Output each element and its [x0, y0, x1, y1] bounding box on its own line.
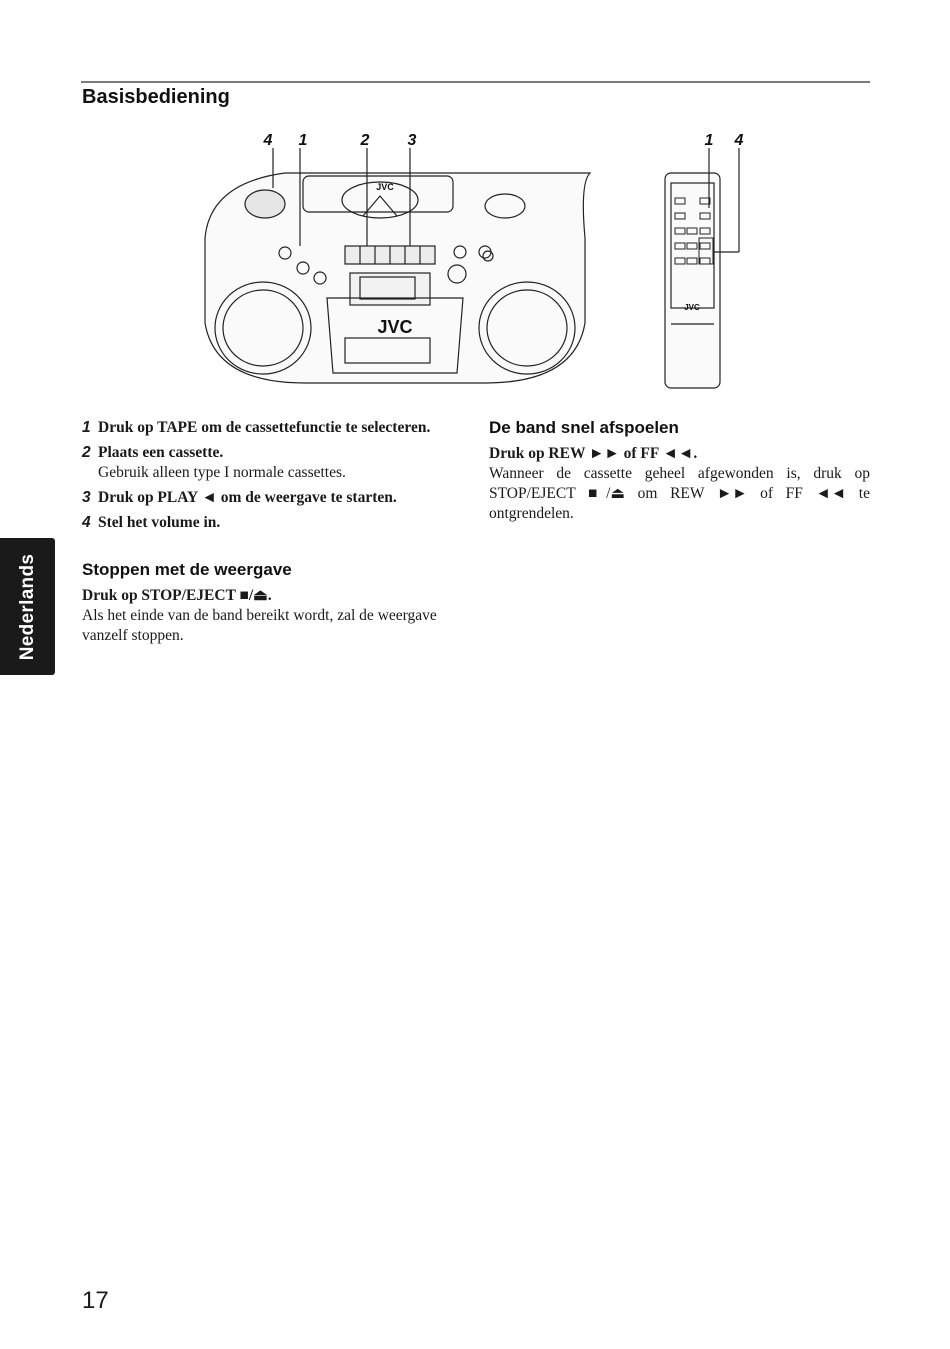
language-tab-label: Nederlands: [16, 553, 38, 660]
step-4: 4 Stel het volume in.: [82, 514, 221, 531]
language-tab: [0, 538, 55, 675]
callout-3: 3: [407, 132, 417, 149]
right-column: [489, 418, 870, 524]
unit-brand-top: JVC: [376, 182, 394, 192]
callout-1: 1: [298, 132, 308, 149]
fast-instruction: Druk op REW ►► of FF ◄◄.: [489, 445, 698, 462]
stop-heading: Stoppen met de weergave: [82, 560, 292, 579]
remote-callout-4: 4: [734, 132, 744, 149]
remote-callout-1: 1: [704, 132, 714, 149]
step-2-note: Gebruik alleen type I normale cassettes.: [98, 464, 346, 481]
unit-brand-front: JVC: [377, 317, 413, 337]
step-2: 2 Plaats een cassette. Gebruik alleen type I normale cassettes.: [82, 443, 467, 483]
step-1: 1 Druk op TAPE om de cassettefunctie te selecteren.: [82, 419, 431, 436]
fast-heading: De band snel afspoelen: [489, 418, 679, 437]
callout-2: 2: [360, 132, 370, 149]
stop-body: Als het einde van de band bereikt wordt, zal de weergave vanzelf stoppen.: [82, 607, 437, 644]
remote-brand: JVC: [684, 303, 700, 312]
left-column: [82, 418, 467, 646]
top-rule: [81, 81, 870, 83]
step-3: 3 Druk op PLAY ◄ om de weergave te starten.: [82, 489, 397, 506]
fast-body: Wanneer de cassette geheel afgewonden is, druk op STOP/EJECT ■/⏏ om REW ►► of FF ◄◄ te ontgrendelen.: [489, 465, 870, 522]
page-number: 17: [82, 1287, 109, 1314]
boombox-illustration: [195, 128, 755, 398]
stop-instruction: Druk op STOP/EJECT ■/⏏.: [82, 587, 272, 604]
callout-4: 4: [263, 132, 273, 149]
page-title: Basisbediening: [82, 86, 230, 108]
